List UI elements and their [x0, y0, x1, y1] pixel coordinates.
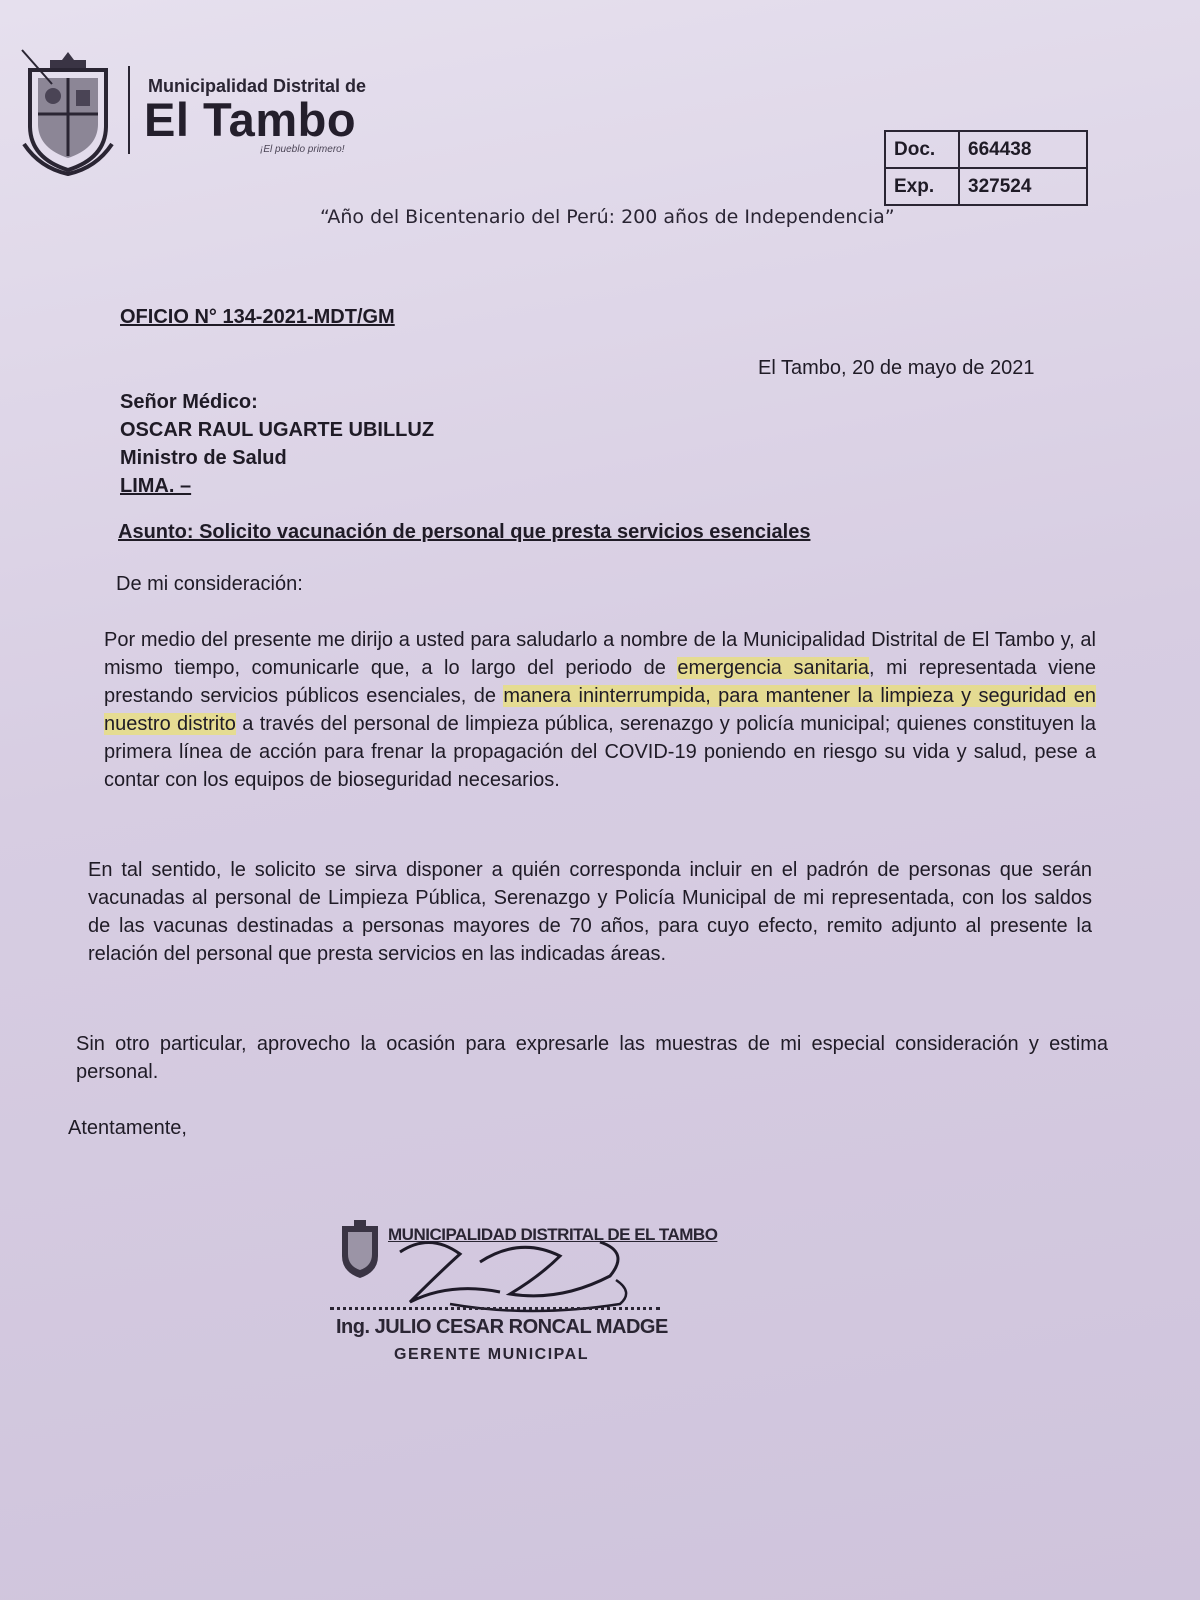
reference-row	[885, 168, 1087, 205]
reference-label: Exp.	[885, 168, 959, 205]
municipal-coat-of-arms	[20, 48, 116, 178]
reference-value: 327524	[959, 168, 1087, 205]
paragraph-1-part-2: , mi representada viene prestando servicios públicos esenciales, de	[104, 657, 1096, 707]
year-motto: “Año del Bicentenario del Perú: 200 años de Independencia”	[320, 206, 895, 228]
slogan: ¡El pueblo primero!	[260, 144, 345, 155]
paragraph-1-part-1: Por medio del presente me dirijo a usted para saludarlo a nombre de la Municipalidad Distrital de El Tambo y, al mismo tiempo, comunicarle que, a lo largo del periodo de	[104, 629, 1096, 679]
signer-name: Ing. JULIO CESAR RONCAL MADGE	[336, 1316, 668, 1338]
highlighted-text: emergencia sanitaria	[677, 657, 870, 679]
paragraph-1-part-3: a través del personal de limpieza pública, serenazgo y policía municipal; quienes constituyen la primera línea de acción para frenar la propagación del COVID-19 poniendo en riesgo su vida y salud, pese a contar con los equipos de bioseguridad necesarios.	[104, 713, 1097, 791]
paragraph-3: Sin otro particular, aprovecho la ocasión para expresarle las muestras de mi especial consideración y estima personal.	[76, 1033, 1108, 1083]
letterhead-divider	[128, 66, 130, 154]
closing: Atentamente,	[68, 1117, 187, 1139]
document-number: OFICIO N° 134-2021-MDT/GM	[120, 306, 395, 328]
municipality-name: El Tambo	[144, 93, 357, 146]
paragraph-1	[104, 626, 1096, 794]
stamp-shield-icon	[338, 1218, 382, 1280]
reference-value: 664438	[959, 131, 1087, 168]
signature-line	[330, 1307, 660, 1310]
recipient-name: OSCAR RAUL UGARTE UBILLUZ	[120, 419, 435, 441]
highlighted-text: manera ininterrumpida, para mantener la limpieza y seguridad en nuestro distrito	[104, 685, 1096, 735]
reference-table	[884, 130, 1088, 206]
subject: Asunto: Solicito vacunación de personal que presta servicios esenciales	[118, 521, 811, 543]
signer-role: GERENTE MUNICIPAL	[394, 1346, 589, 1363]
recipient-salutation: Señor Médico:	[120, 391, 258, 413]
place-date: El Tambo, 20 de mayo de 2021	[758, 357, 1035, 379]
recipient-position: Ministro de Salud	[120, 447, 287, 469]
stamp-title: MUNICIPALIDAD DISTRITAL DE EL TAMBO	[388, 1225, 718, 1244]
reference-label: Doc.	[885, 131, 959, 168]
reference-row	[885, 131, 1087, 168]
recipient-city: LIMA. –	[120, 475, 192, 497]
greeting: De mi consideración:	[116, 573, 303, 595]
paragraph-2: En tal sentido, le solicito se sirva disponer a quién corresponda incluir en el padrón de personas que serán vacunadas al personal de Limpieza Pública, Serenazgo y Policía Municipal de mi representada, con los saldos de las vacunas destinadas a personas mayores de 70 años, para cuyo efecto, remito adjunto al presente la relación del personal que presta servicios en las indicadas áreas.	[88, 859, 1092, 965]
municipality-line: Municipalidad Distrital de	[148, 76, 367, 96]
